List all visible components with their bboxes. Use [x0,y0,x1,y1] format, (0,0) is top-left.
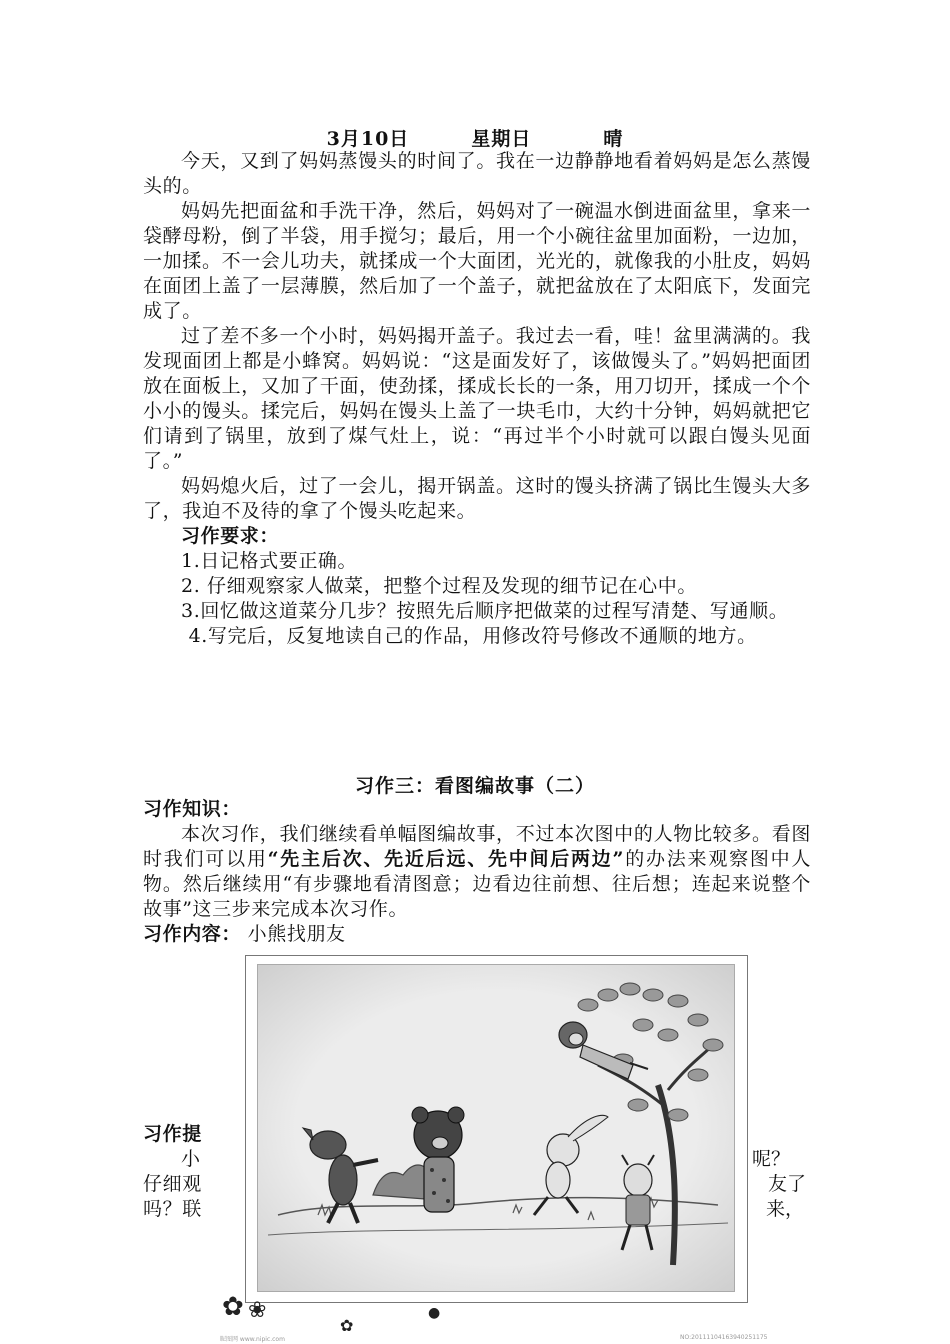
tips-line1-left: 小 [181,1148,201,1170]
knowledge-text-pre: 本次习作，我们继续看单幅图编故事，不过本次图中的人物比较多。看图时我们可以用 [143,823,811,870]
requirement-item: 4.写完后，反复地读自己的作品，用修改符号修改不通顺的地方。 [188,625,757,647]
diary-date: 3月10日 [326,128,410,150]
requirements-title: 习作要求： [181,525,280,547]
requirement-item: 2. 仔细观察家人做菜，把整个过程及发现的细节记在心中。 [181,575,697,597]
diary-weekday: 星期日 [471,128,532,150]
knowledge-heading [143,797,811,822]
content-line [143,922,811,947]
diary-body [143,149,811,649]
section-body [143,797,811,947]
illustration-drawing [258,965,734,1291]
illustration-photo [257,964,735,1292]
tips-line1-right: 呢？ [752,1148,791,1170]
tips-line2-left: 仔细观 [143,1173,202,1195]
flower-decoration-icon: ✿ [340,1316,354,1335]
diary-paragraph: 过了差不多一个小时，妈妈揭开盖子。我过去一看，哇！盆里满满的。我发现面团上都是小蜂窝。妈妈说：“这是面发好了，该做馒头了。”妈妈把面团放在面板上，又加了干面，使劲揉，揉成长长的一条，用刀切开，揉成一个个小小的馒头。揉完后，妈妈在馒头上盖了一块毛巾，大约十分钟，妈妈就把它们请到了锅里，放到了煤气灶上，说：“再过半个小时就可以跟白馒头见面了。” [143,325,811,472]
tips-line3-left: 吗？联 [143,1198,202,1220]
tips-line2-right: 友了 [768,1173,807,1195]
knowledge-text-bold: “先主后次、先近后远、先中间后两边” [267,848,625,870]
knowledge-text-post: 的办法来观察图中人物。然后继续用“有步骤地看清图意；边看边往前想、往后想；连起来说整个故事”这三步来完成本次习作。 [143,848,811,920]
diary-paragraph: 妈妈先把面盆和手洗干净，然后，妈妈对了一碗温水倒进面盆里，拿来一袋酵母粉，倒了半袋，用手搅匀；最后，用一个小碗往盆里加面粉，一边加，一加揉。不一会儿功夫，就揉成一个大面团，光光的，就像我的小肚皮，妈妈在面团上盖了一层薄膜，然后加了一个盖子，就把盆放在了太阳底下，发面完成了。 [143,200,811,322]
diary-paragraph: 今天，又到了妈妈蒸馒头的时间了。我在一边静静地看着妈妈是怎么蒸馒头的。 [143,150,811,197]
tips-line3-right: 来， [766,1198,805,1220]
diary-weather: 晴 [603,128,624,150]
knowledge-label: 习作知识： [143,798,242,820]
knowledge-paragraph [143,822,811,922]
content-value: 小熊找朋友 [247,923,346,945]
content-label: 习作内容： [143,923,242,945]
story-illustration [245,955,748,1303]
flower-decoration-icon: ✿ [222,1292,244,1322]
footer-watermark: 昵图网 www.nipic.com [220,1336,285,1343]
section-title: 习作三：看图编故事（二） [354,775,595,797]
diary-paragraph: 妈妈熄火后，过了一会儿，揭开锅盖。这时的馒头挤满了锅比生馒头大多了，我迫不及待的拿了个馒头吃起来。 [143,475,811,522]
flower-decoration-icon: ● [428,1305,441,1321]
flower-decoration-icon: ❀ [248,1298,267,1323]
tips-label-line [143,1122,202,1147]
diary-header [0,124,950,151]
requirement-item: 1.日记格式要正确。 [181,550,358,572]
tips-label: 习作提 [143,1123,202,1145]
footer-id: NO:20111104163940251175 [680,1334,768,1341]
requirement-item: 3.回忆做这道菜分几步？按照先后顺序把做菜的过程写清楚、写通顺。 [181,600,789,622]
